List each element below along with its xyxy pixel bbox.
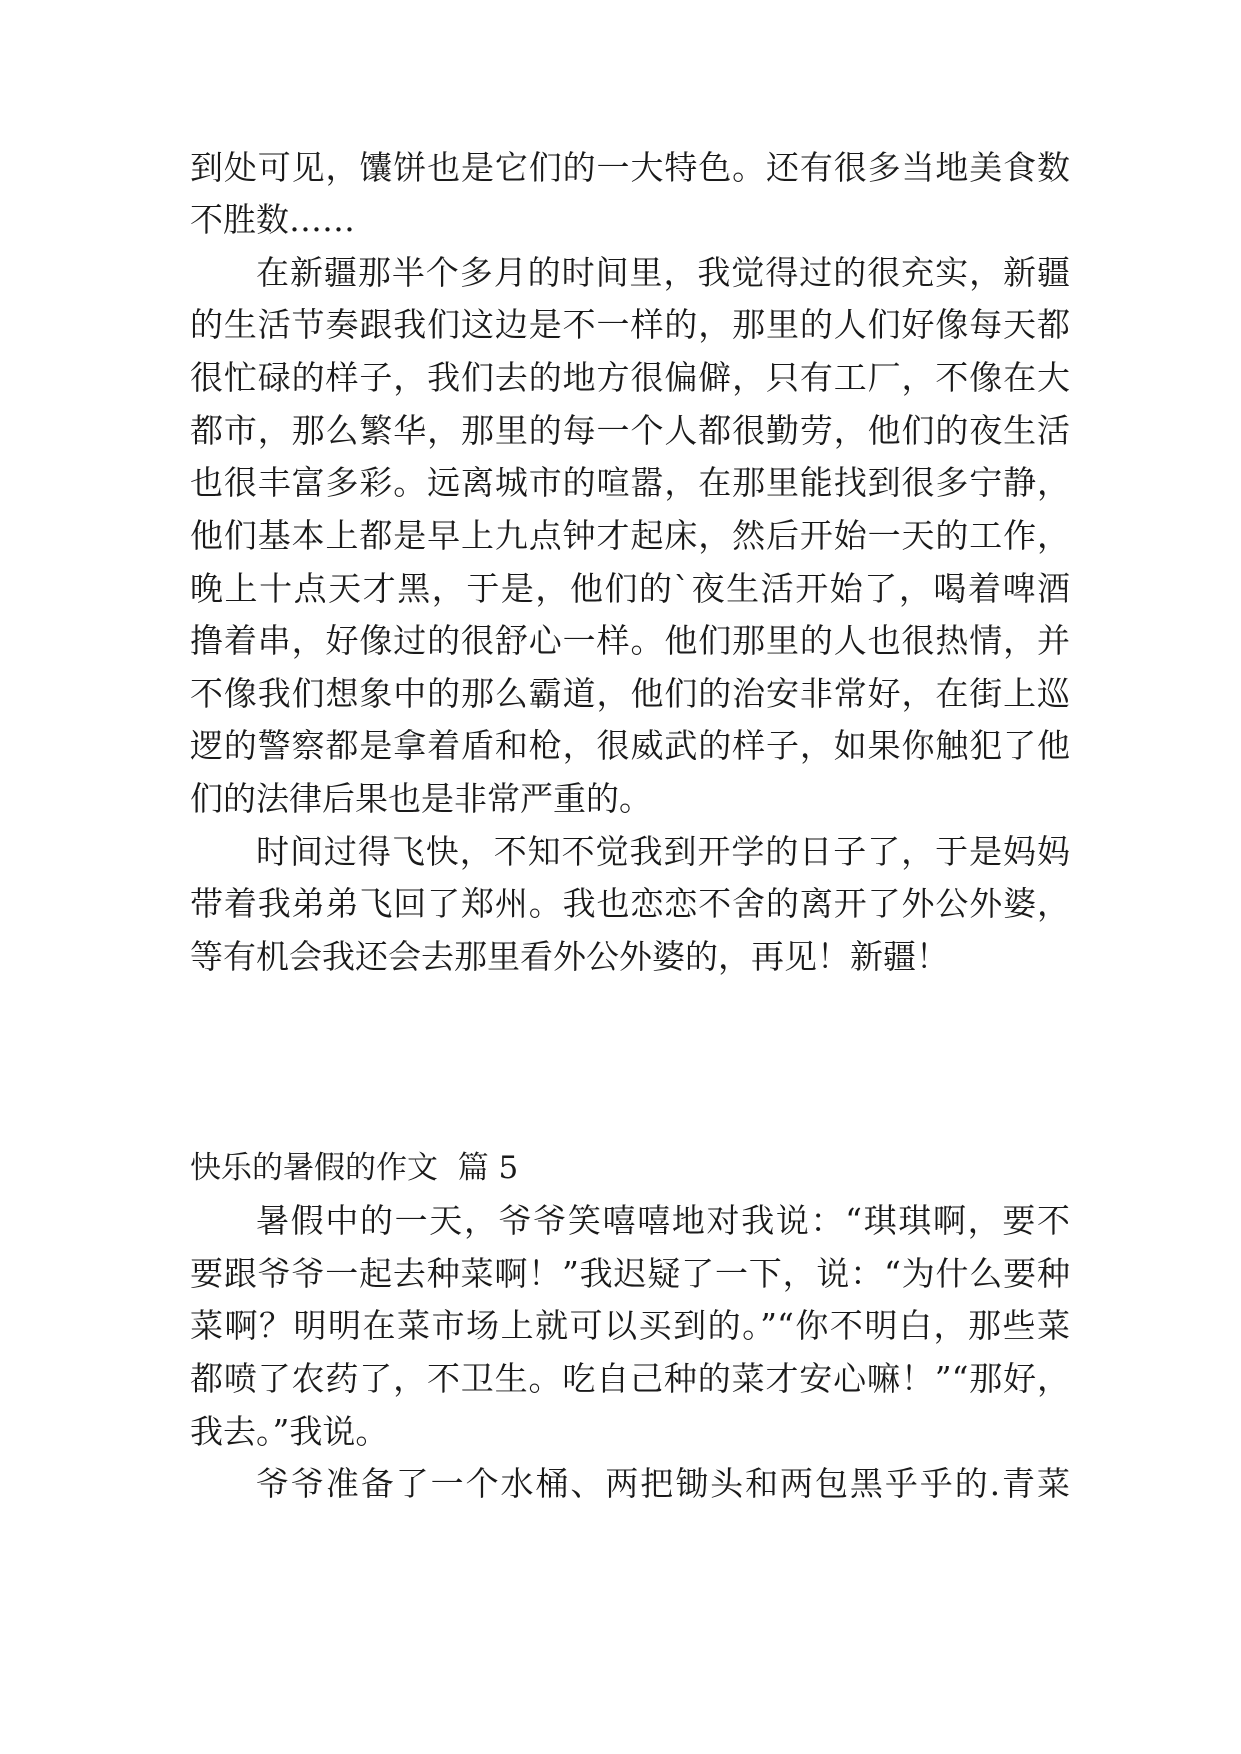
paragraph-line: 菜啊？明明在菜市场上就可以买到的。”“你不明白，那些菜 (190, 1306, 1070, 1345)
paragraph-line: 很忙碌的样子，我们去的地方很偏僻，只有工厂，不像在大 (190, 358, 1070, 397)
paragraph-line: 们的法律后果也是非常严重的。 (190, 779, 652, 818)
paragraph-line: 都市，那么繁华，那里的每一个人都很勤劳，他们的夜生活 (190, 411, 1070, 450)
paragraph-line: 不像我们想象中的那么霸道，他们的治安非常好，在街上巡 (190, 674, 1070, 713)
paragraph-line: 我去。”我说。 (190, 1412, 389, 1451)
paragraph-line: 不胜数…… (190, 200, 355, 239)
paragraph-line: 逻的警察都是拿着盾和枪，很威武的样子，如果你触犯了他 (190, 726, 1070, 765)
paragraph-line: 都喷了农药了，不卫生。吃自己种的菜才安心嘛！”“那好， (190, 1359, 1070, 1398)
section-heading: 快乐的暑假的作文 篇 5 (190, 1150, 519, 1186)
paragraph-line: 在新疆那半个多月的时间里，我觉得过的很充实，新疆 (256, 253, 1070, 292)
paragraph-line: 也很丰富多彩。远离城市的喧嚣，在那里能找到很多宁静， (190, 463, 1070, 502)
paragraph-line: 到处可见，馕饼也是它们的一大特色。还有很多当地美食数 (190, 148, 1070, 187)
paragraph-line: 带着我弟弟飞回了郑州。我也恋恋不舍的离开了外公外婆， (190, 884, 1070, 923)
paragraph-line: 爷爷准备了一个水桶、两把锄头和两包黑乎乎的.青菜 (256, 1464, 1070, 1503)
paragraph-line: 他们基本上都是早上九点钟才起床，然后开始一天的工作， (190, 516, 1070, 555)
paragraph-line: 晚上十点天才黑，于是，他们的`夜生活开始了，喝着啤酒 (190, 569, 1070, 608)
paragraph-line: 时间过得飞快，不知不觉我到开学的日子了，于是妈妈 (256, 832, 1070, 871)
paragraph-line: 撸着串，好像过的很舒心一样。他们那里的人也很热情，并 (190, 621, 1070, 660)
paragraph-line: 要跟爷爷一起去种菜啊！”我迟疑了一下，说：“为什么要种 (190, 1254, 1070, 1293)
paragraph-line: 等有机会我还会去那里看外公外婆的，再见！新疆！ (190, 937, 949, 976)
paragraph-line: 的生活节奏跟我们这边是不一样的，那里的人们好像每天都 (190, 305, 1070, 344)
paragraph-line: 暑假中的一天，爷爷笑嘻嘻地对我说：“琪琪啊，要不 (256, 1201, 1070, 1240)
